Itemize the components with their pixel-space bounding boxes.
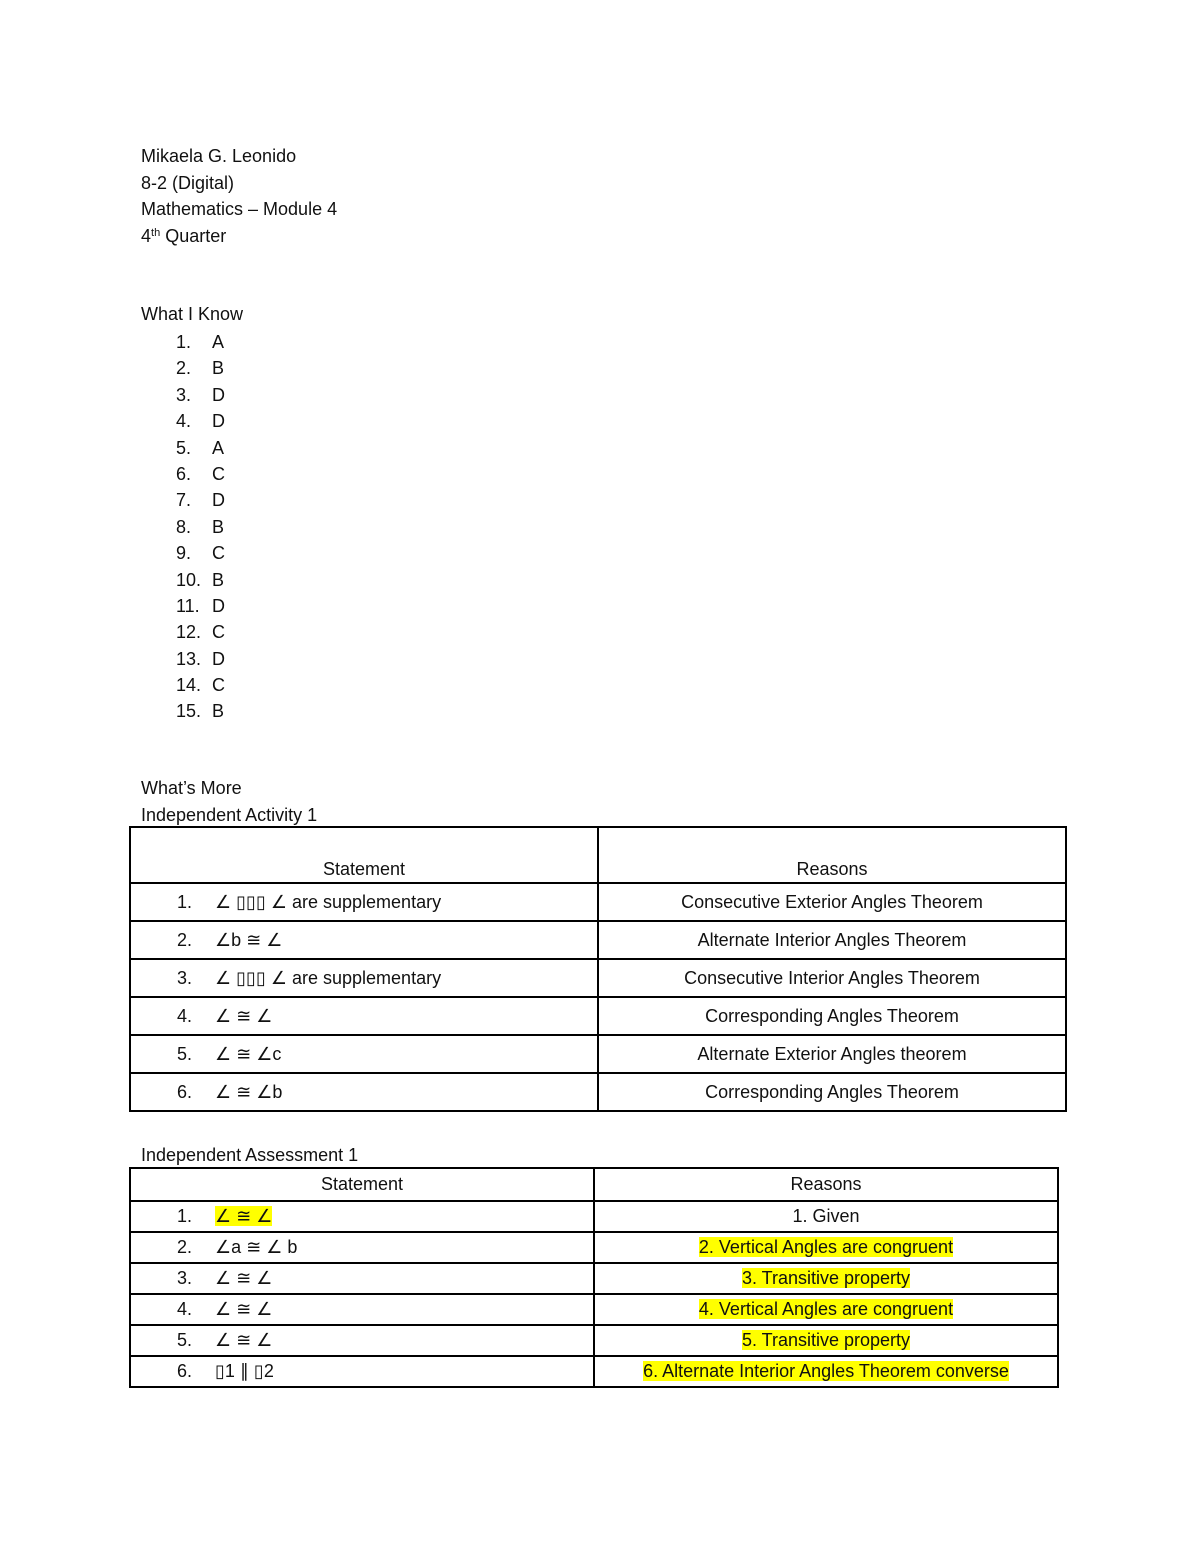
table-row <box>130 1035 1066 1073</box>
row-number: 4. <box>177 1299 193 1319</box>
highlighted-statement: ∠ ≅ ∠ <box>215 1206 273 1226</box>
list-item <box>176 435 225 461</box>
answer-number: 7. <box>176 490 192 511</box>
table-row <box>130 1294 1058 1325</box>
list-item <box>176 487 225 513</box>
answer-letter: C <box>212 463 225 484</box>
statement-cell <box>130 1294 594 1325</box>
answer-letter: B <box>212 701 225 722</box>
answer-number: 15. <box>176 701 202 722</box>
row-number: 4. <box>177 1005 193 1026</box>
statement-text: ∠ ≅ ∠ <box>215 1330 273 1350</box>
highlighted-reason: 6. Alternate Interior Angles Theorem converse <box>643 1361 1009 1381</box>
answer-letter: C <box>212 675 225 696</box>
student-name: Mikaela G. Leonido <box>141 146 297 166</box>
column-header-statement: Statement <box>130 827 598 883</box>
statement-text: ∠b ≅ ∠ <box>215 929 283 950</box>
list-item <box>176 382 225 408</box>
column-header-reasons: Reasons <box>594 1168 1058 1201</box>
table-row <box>130 959 1066 997</box>
quarter-number: 4 <box>141 225 152 246</box>
answer-letter: D <box>212 648 225 669</box>
activity-title: Independent Activity 1 <box>141 805 318 825</box>
list-item <box>176 646 225 672</box>
answer-number: 3. <box>176 384 192 405</box>
highlighted-reason: 2. Vertical Angles are congruent <box>698 1237 954 1257</box>
column-header-reasons: Reasons <box>598 827 1066 883</box>
reason-cell: Alternate Interior Angles Theorem <box>598 921 1066 959</box>
statement-text: ▯1 ∥ ▯2 <box>215 1361 274 1381</box>
class-section: 8-2 (Digital) <box>141 172 235 193</box>
statement-cell <box>130 959 598 997</box>
statement-text: ∠ ▯▯▯ ∠ are supplementary <box>215 967 442 988</box>
quarter-label <box>141 223 337 250</box>
answer-number: 2. <box>176 358 192 379</box>
activity-table <box>129 826 1067 1112</box>
reason-cell: Corresponding Angles Theorem <box>598 1073 1066 1111</box>
statement-text: ∠ ▯▯▯ ∠ are supplementary <box>215 891 442 912</box>
quarter-ordinal-suffix: th <box>151 226 161 239</box>
table-row <box>130 1201 1058 1232</box>
reason-cell: Corresponding Angles Theorem <box>598 997 1066 1035</box>
list-item <box>176 355 225 381</box>
statement-cell <box>130 1201 594 1232</box>
list-item <box>176 408 225 434</box>
row-number: 5. <box>177 1043 193 1064</box>
table-row <box>130 1263 1058 1294</box>
answer-letter: D <box>212 384 225 405</box>
reason-cell <box>594 1232 1058 1263</box>
list-item <box>176 329 225 355</box>
reason-text: 1. Given <box>792 1206 860 1226</box>
statement-cell <box>130 1263 594 1294</box>
row-number: 1. <box>177 891 193 912</box>
row-number: 3. <box>177 1268 193 1288</box>
statement-cell <box>130 997 598 1035</box>
subject-module: Mathematics – Module 4 <box>141 199 338 219</box>
assessment-table <box>129 1167 1059 1388</box>
answer-number: 5. <box>176 437 192 458</box>
statement-cell <box>130 1356 594 1387</box>
reason-cell: Consecutive Exterior Angles Theorem <box>598 883 1066 921</box>
student-header <box>141 143 337 249</box>
table-row <box>130 1073 1066 1111</box>
answer-number: 14. <box>176 675 202 696</box>
list-item <box>176 514 225 540</box>
quarter-word: Quarter <box>165 225 227 246</box>
row-number: 3. <box>177 967 193 988</box>
table-header-row <box>130 1168 1058 1201</box>
answer-number: 1. <box>176 332 192 352</box>
list-item <box>176 567 225 593</box>
list-item <box>176 593 225 619</box>
reason-cell <box>594 1263 1058 1294</box>
table-row <box>130 921 1066 959</box>
list-item <box>176 461 225 487</box>
answer-number: 8. <box>176 516 192 537</box>
statement-text: ∠ ≅ ∠ <box>215 1005 273 1026</box>
answer-list <box>176 329 225 725</box>
statement-text: ∠ ≅ ∠ <box>215 1299 273 1319</box>
reason-cell: Consecutive Interior Angles Theorem <box>598 959 1066 997</box>
answer-number: 10. <box>176 569 202 590</box>
list-item <box>176 698 225 724</box>
column-header-statement: Statement <box>130 1168 594 1201</box>
reason-cell <box>594 1356 1058 1387</box>
statement-cell <box>130 1035 598 1073</box>
row-number: 1. <box>177 1206 193 1226</box>
statement-text: ∠a ≅ ∠ b <box>215 1237 298 1257</box>
answer-letter: D <box>212 490 225 511</box>
answer-number: 13. <box>176 648 202 669</box>
highlighted-reason: 4. Vertical Angles are congruent <box>698 1299 954 1319</box>
row-number: 6. <box>177 1361 193 1381</box>
statement-text: ∠ ≅ ∠c <box>215 1043 282 1064</box>
table-row <box>130 1232 1058 1263</box>
answer-letter: A <box>212 437 225 458</box>
answer-letter: C <box>212 622 225 643</box>
table-header-row <box>130 827 1066 883</box>
answer-number: 4. <box>176 411 192 432</box>
answer-letter: C <box>212 543 225 564</box>
table-row <box>130 883 1066 921</box>
highlighted-reason: 5. Transitive property <box>741 1330 911 1350</box>
statement-cell <box>130 883 598 921</box>
statement-text: ∠ ≅ ∠ <box>215 1268 273 1288</box>
statement-text: ∠ ≅ ∠b <box>215 1081 283 1102</box>
statement-cell <box>130 1073 598 1111</box>
statement-cell <box>130 1325 594 1356</box>
row-number: 2. <box>177 929 193 950</box>
answer-number: 9. <box>176 543 192 564</box>
table-row <box>130 1325 1058 1356</box>
list-item <box>176 672 225 698</box>
list-item <box>176 540 225 566</box>
reason-cell <box>594 1201 1058 1232</box>
answer-letter: A <box>212 332 225 352</box>
row-number: 2. <box>177 1237 193 1257</box>
reason-cell <box>594 1294 1058 1325</box>
answer-letter: B <box>212 516 225 537</box>
table-row <box>130 1356 1058 1387</box>
answer-number: 11. <box>176 595 200 616</box>
answer-number: 6. <box>176 463 192 484</box>
table-row <box>130 997 1066 1035</box>
list-item <box>176 619 225 645</box>
row-number: 5. <box>177 1330 193 1350</box>
answer-letter: D <box>212 411 225 432</box>
answer-number: 12. <box>176 622 202 643</box>
row-number: 6. <box>177 1081 193 1102</box>
statement-cell <box>130 921 598 959</box>
answer-letter: B <box>212 569 225 590</box>
reason-cell: Alternate Exterior Angles theorem <box>598 1035 1066 1073</box>
what-i-know-title: What I Know <box>141 304 244 324</box>
whats-more-title: What’s More <box>141 778 242 798</box>
assessment-title: Independent Assessment 1 <box>141 1145 359 1165</box>
reason-cell <box>594 1325 1058 1356</box>
highlighted-reason: 3. Transitive property <box>741 1268 911 1288</box>
answer-letter: D <box>212 595 225 616</box>
statement-cell <box>130 1232 594 1263</box>
answer-letter: B <box>212 358 225 379</box>
